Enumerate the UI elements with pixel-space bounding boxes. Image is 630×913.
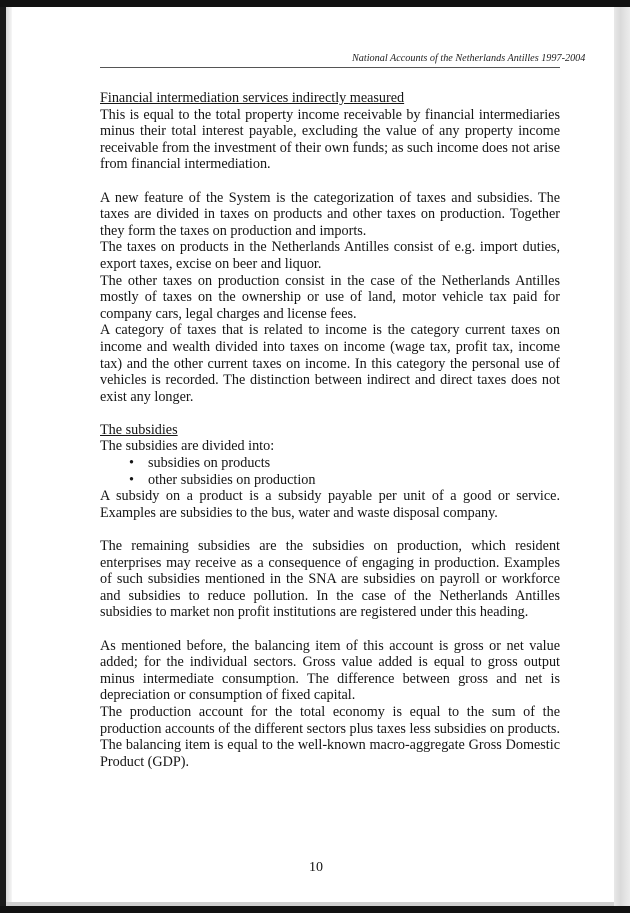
page-number: 10	[309, 860, 323, 875]
page-left-edge	[6, 7, 12, 906]
bullet-icon: •	[129, 455, 134, 472]
section-heading-fisim: Financial intermediation services indirectly measured	[100, 90, 405, 106]
list-item	[100, 455, 560, 472]
page-right-edge-shadow	[614, 7, 630, 906]
balancing-paragraph-2: The production account for the total economy is equal to the sum of the production accounts of the different sectors plus taxes less subsidies on products. The balancing item is equal to the well-known macro-aggregate Gross Domestic Product (GDP).	[100, 703, 560, 770]
taxes-paragraph-4: A category of taxes that is related to income is the category current taxes on income and wealth divided into taxes on income (wage tax, profit tax, income tax) and the other current taxes on income. In this category the personal use of vehicles is recorded. The distinction between indirect and direct taxes does not exist any longer.	[100, 322, 560, 405]
subsidies-intro: The subsidies are divided into:	[100, 438, 275, 455]
bullet-icon: •	[129, 471, 134, 488]
fisim-paragraph: This is equal to the total property income receivable by financial intermediaries minus their total interest payable, excluding the value of any property income receivable from the investment of their own funds; as such income does not arise from financial intermediation.	[100, 106, 560, 173]
list-item-text: subsidies on products	[148, 455, 271, 472]
product-subsidy-paragraph: A subsidy on a product is a subsidy payable per unit of a good or service. Examples are subsidies to the bus, water and waste disposal company.	[100, 488, 560, 521]
paragraph-gap	[100, 521, 560, 538]
production-subsidy-paragraph: The remaining subsidies are the subsidies on production, which resident enterprises may receive as a consequence of engaging in production. Examples of such subsidies mentioned in the SNA are subsidies on payroll or workforce and subsidies to reduce pollution. In the case of the Netherlands Antilles subsidies to market non profit institutions are registered under this heading.	[100, 538, 560, 621]
taxes-paragraph-3: The other taxes on production consist in the case of the Netherlands Antilles mostly of taxes on the ownership or use of land, motor vehicle tax paid for company cars, legal charges and license fees.	[100, 272, 560, 322]
scan-bottom-border	[0, 906, 630, 913]
scan-top-border	[0, 0, 630, 7]
page-body	[100, 90, 560, 770]
paragraph-gap	[100, 621, 560, 638]
paragraph-gap	[100, 173, 560, 190]
list-item-text: other subsidies on production	[148, 471, 316, 488]
list-item	[100, 472, 560, 489]
subsidies-list	[100, 455, 560, 488]
section-heading-subsidies: The subsidies	[100, 421, 178, 438]
balancing-paragraph-1: As mentioned before, the balancing item of this account is gross or net value added; for the individual sectors. Gross value added is equal to gross output minus intermediate consumption. The difference between gross and net is depreciation or consumption of fixed capital.	[100, 637, 560, 704]
running-header: National Accounts of the Netherlands Antilles 1997-2004	[352, 53, 586, 64]
paragraph-gap	[100, 405, 560, 422]
taxes-paragraph-2: The taxes on products in the Netherlands Antilles consist of e.g. import duties, export taxes, excise on beer and liquor.	[100, 239, 560, 272]
taxes-paragraph-1: A new feature of the System is the categorization of taxes and subsidies. The taxes are divided in taxes on products and other taxes on production. Together they form the taxes on production and imports.	[100, 189, 560, 239]
header-rule	[100, 67, 560, 68]
